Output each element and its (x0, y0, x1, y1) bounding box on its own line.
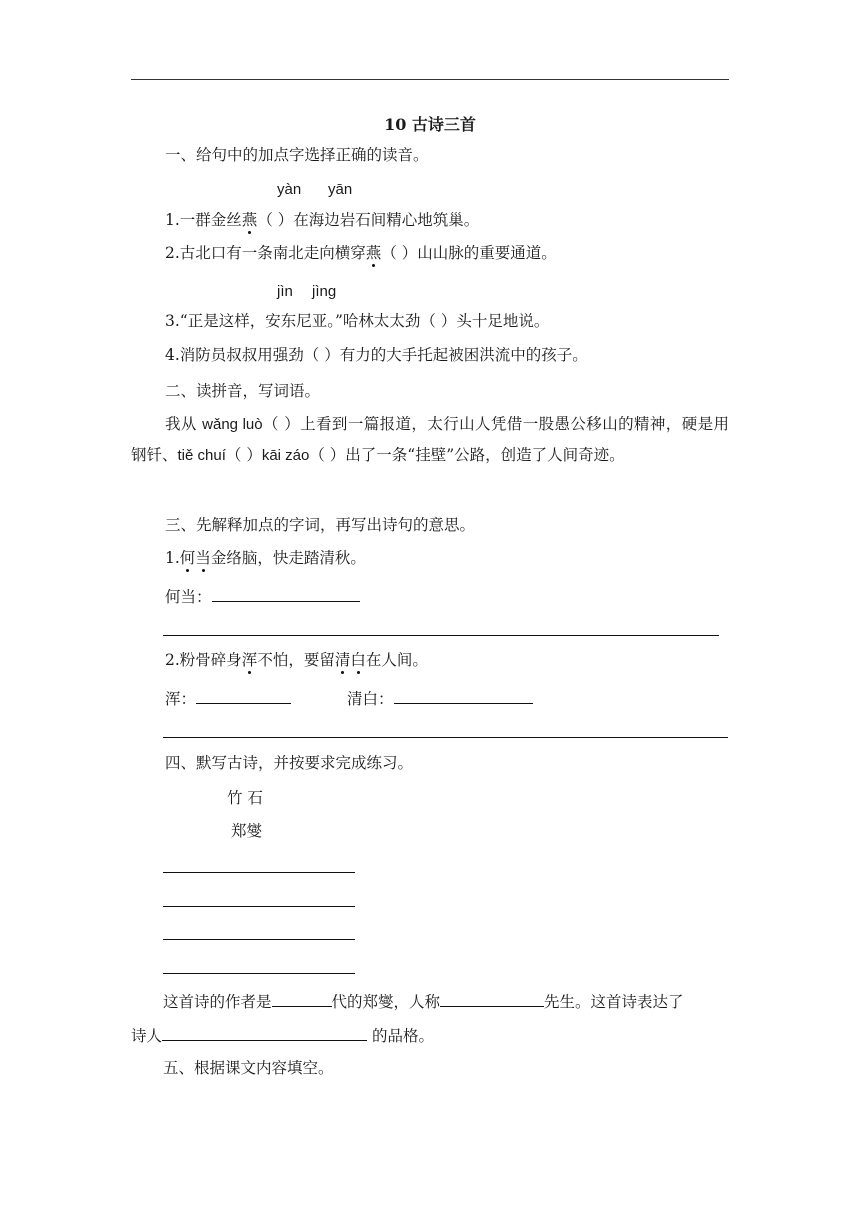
question-1-1 (165, 210, 479, 230)
answer-blank[interactable] (394, 687, 533, 704)
answer-blank[interactable] (162, 1024, 367, 1041)
pinyin-prompt: wǎng luò (202, 416, 263, 433)
dotted-char: 浑 (241, 651, 258, 669)
pinyin-option-yan1: yān (328, 181, 353, 198)
poem-line-blank[interactable] (163, 906, 355, 907)
pinyin-option-yan4: yàn (277, 181, 302, 198)
question-text: （ ）山山脉的重要通道。 (381, 244, 557, 262)
answer-label: 何当： (165, 588, 212, 606)
paragraph-text: （ ）上看到一篇报道，太行山人凭借一股愚公移山的精神，硬是用钢钎、 (131, 415, 730, 464)
answer-row-hun (165, 687, 291, 709)
paragraph-text: （ ）出了一条“挂壁”公路，创造了人间奇迹。 (309, 446, 625, 464)
question-3-1 (165, 548, 366, 568)
section-1-heading: 一、给句中的加点字选择正确的读音。 (165, 146, 429, 164)
pinyin-option-jin4: jìn (277, 283, 293, 300)
sentence-text: 这首诗的作者是 (163, 993, 272, 1011)
dotted-char: 白 (350, 651, 366, 669)
sentence-text: 诗人 (131, 1027, 163, 1045)
section-5-heading: 五、根据课文内容填空。 (163, 1059, 334, 1077)
paragraph-text: （ ） (225, 446, 262, 464)
sentence-text: 的品格。 (367, 1027, 434, 1045)
paragraph-text: 我从 (165, 415, 203, 433)
fill-sentence-line-2 (131, 1024, 434, 1046)
question-text: 2.粉骨碎身 (165, 651, 242, 669)
question-text: 1.一群金丝 (165, 211, 242, 229)
dotted-char: 当 (195, 549, 211, 567)
question-text: 在人间。 (365, 651, 428, 669)
question-3-2 (165, 650, 428, 670)
question-1-3: 3.“正是这样，安东尼亚。”哈林太太劲（ ）头十足地说。 (165, 312, 550, 330)
fill-sentence-line-1 (163, 990, 684, 1012)
sentence-text: 代的郑燮，人称 (331, 993, 441, 1011)
pinyin-prompt: kāi záo (261, 447, 310, 464)
answer-row-hedang (165, 585, 360, 607)
answer-blank[interactable] (440, 990, 544, 1007)
section-3-heading: 三、先解释加点的字词，再写出诗句的意思。 (165, 516, 476, 534)
question-1-2 (165, 243, 557, 263)
answer-line[interactable] (163, 737, 728, 738)
poem-author: 郑燮 (231, 822, 263, 840)
section-2-paragraph (131, 409, 729, 471)
question-text: 1. (165, 549, 180, 567)
header-rule (131, 79, 729, 80)
question-text: （ ）在海边岩石间精心地筑巢。 (257, 211, 480, 229)
dotted-char: 何 (179, 549, 196, 567)
answer-label: 浑： (165, 690, 197, 708)
poem-line-blank[interactable] (163, 872, 355, 873)
answer-line[interactable] (163, 635, 719, 636)
section-4-heading: 四、默写古诗，并按要求完成练习。 (165, 754, 414, 772)
poem-title: 竹 石 (227, 789, 263, 807)
pinyin-option-jing4: jìng (312, 283, 337, 300)
sentence-text: 先生。这首诗表达了 (544, 993, 684, 1011)
question-1-4: 4.消防员叔叔用强劲（ ）有力的大手托起被困洪流中的孩子。 (165, 346, 588, 364)
answer-blank[interactable] (212, 585, 360, 602)
page-title: 10 古诗三首 (384, 115, 476, 134)
poem-line-blank[interactable] (163, 939, 355, 940)
dotted-char: 燕 (241, 211, 258, 229)
answer-row-qingbai (347, 687, 533, 709)
poem-line-blank[interactable] (163, 973, 355, 974)
dotted-char: 清 (334, 651, 351, 669)
answer-blank[interactable] (272, 990, 332, 1007)
question-text: 不怕，要留 (257, 651, 335, 669)
question-text: 金络脑，快走踏清秋。 (210, 549, 366, 567)
dotted-char: 燕 (365, 244, 382, 262)
answer-blank[interactable] (196, 687, 291, 704)
pinyin-prompt: tiě chuí (177, 447, 226, 464)
question-text: 2.古北口有一条南北走向横穿 (165, 244, 366, 262)
section-2-heading: 二、读拼音，写词语。 (165, 382, 321, 400)
answer-label: 清白： (347, 690, 394, 708)
